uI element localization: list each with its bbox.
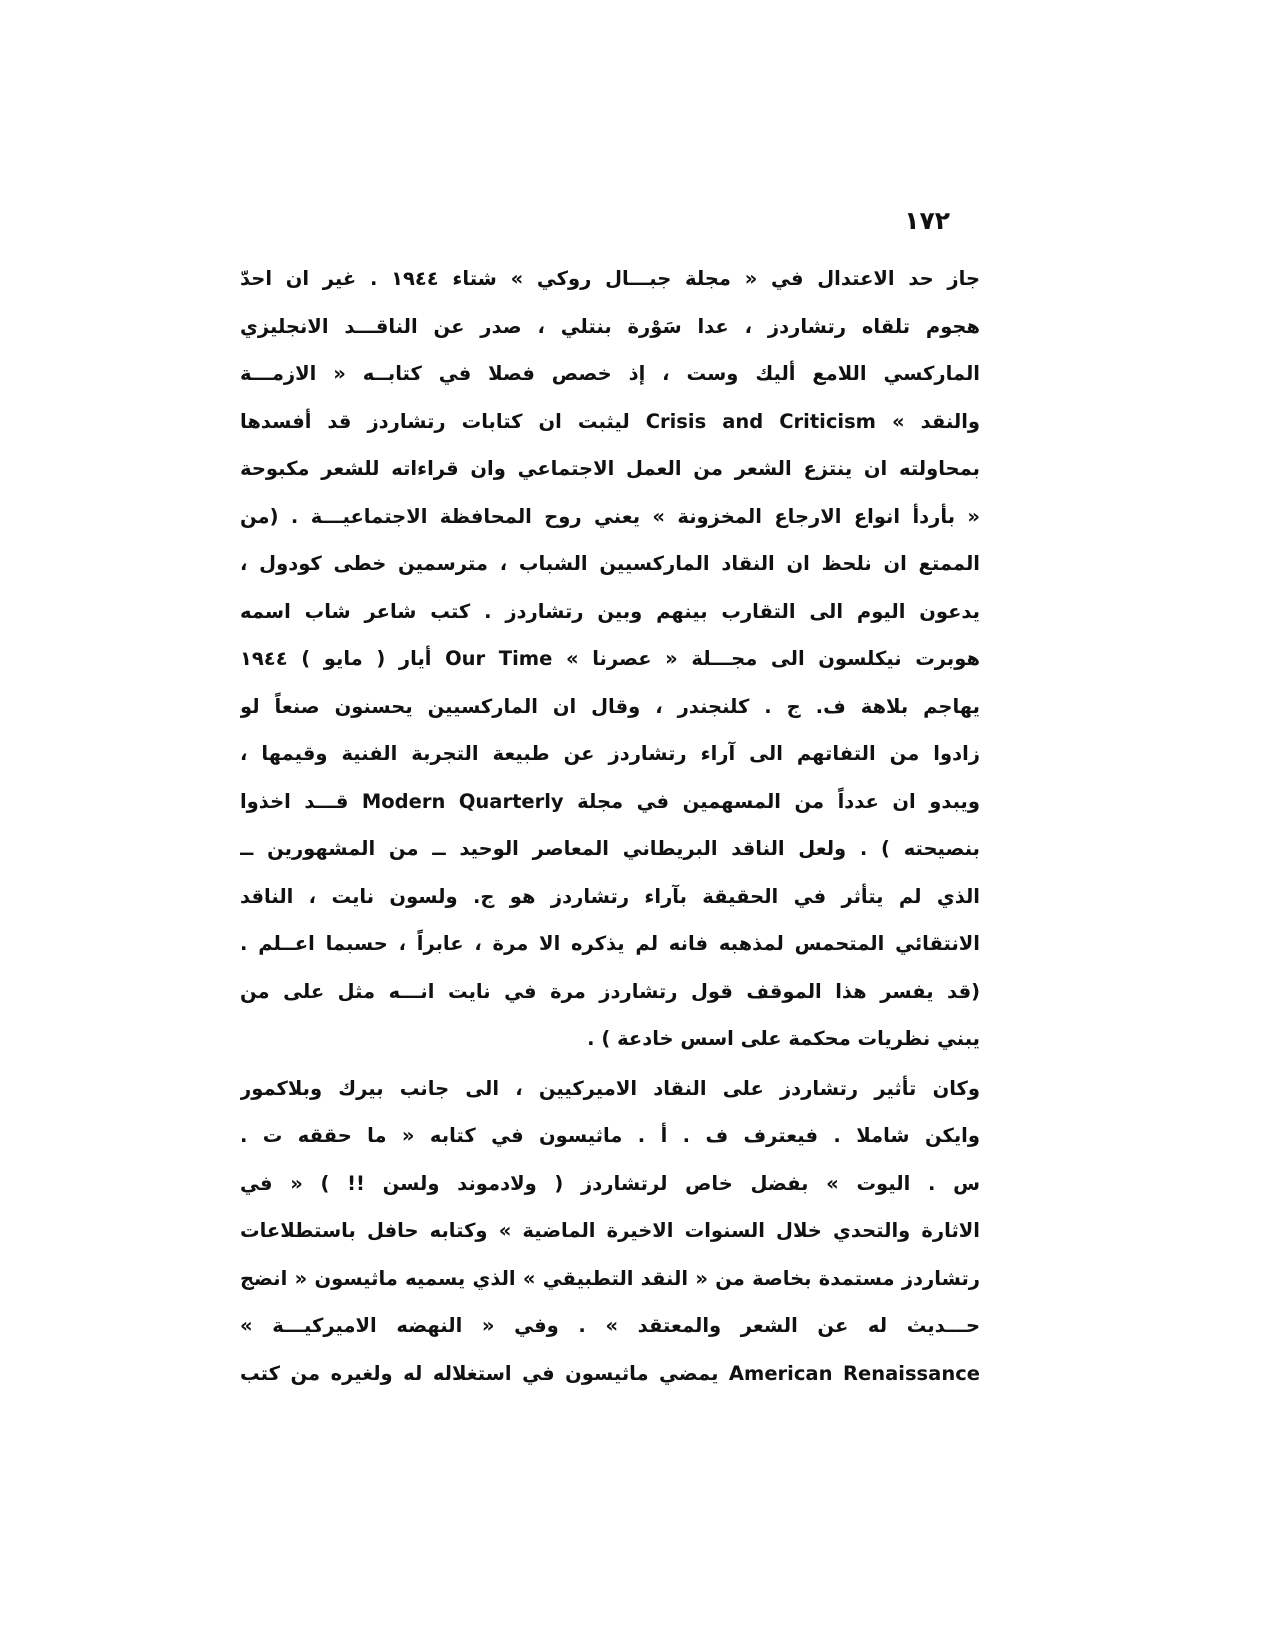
- text-line: الانتقائي المتحمس لمذهبه فانه لم يذكره الا مرة ، عابراً ، حسبما اعــلم .: [240, 932, 980, 955]
- text-line: بمحاولته ان ينتزع الشعر من العمل الاجتماعي وان قراءاته للشعر مكبوحة: [240, 457, 980, 480]
- text-line: ويبدو ان عدداً من المسهمين في مجلة Modern Quarterly قـــد اخذوا: [240, 789, 980, 813]
- text-line: بنصيحته ) . ولعل الناقد البريطاني المعاصر الوحيد ــ من المشهورين ــ: [240, 837, 980, 860]
- text-line: زادوا من التفاتهم الى آراء رتشاردز عن طبيعة التجربة الفنية وقيمها ،: [240, 742, 980, 765]
- text-line: American Renaissance يمضي ماثيسون في استغلاله له ولغيره من كتب: [240, 1361, 980, 1385]
- text-line: هوبرت نيكلسون الى مجـــلة « عصرنا » Our Time أيار ( مايو ) ١٩٤٤: [240, 647, 980, 670]
- body-text: [240, 255, 980, 1397]
- text-line: الممتع ان نلحظ ان النقاد الماركسيين الشباب ، مترسمين خطى كودول ،: [240, 552, 980, 575]
- text-line: والنقد » Crisis and Criticism ليثبت ان كتابات رتشاردز قد أفسدها: [240, 409, 980, 433]
- paragraph-2: [240, 1065, 980, 1398]
- text-line: الماركسي اللامع أليك وست ، إذ خصص فصلا في كتابــه « الازمـــة: [240, 362, 980, 385]
- page-number: ١٧٢: [904, 206, 950, 235]
- text-line: رتشاردز مستمدة بخاصة من « النقد التطبيقي » الذي يسميه ماثيسون « انضج: [240, 1266, 980, 1290]
- text-line: وايكن شاملا . فيعترف ف . أ . ماثيسون في كتابه « ما حققه ت .: [240, 1124, 980, 1147]
- text-line: وكان تأثير رتشاردز على النقاد الاميركيين ، الى جانب بيرك وبلاكمور: [240, 1076, 980, 1100]
- paragraph-1: [240, 255, 980, 1063]
- text-line: « بأردأ انواع الارجاع المخزونة » يعني روح المحافظة الاجتماعيـــة . (من: [240, 504, 980, 528]
- text-line: الذي لم يتأثر في الحقيقة بآراء رتشاردز هو ج. ولسون نايت ، الناقد: [240, 884, 980, 908]
- text-line: الاثارة والتحدي خلال السنوات الاخيرة الماضية » وكتابه حافل باستطلاعات: [240, 1219, 980, 1242]
- text-line: هجوم تلقاه رتشاردز ، عدا سَوْرة بنتلي ، صدر عن الناقـــد الانجليزي: [240, 314, 980, 338]
- text-line: يدعون اليوم الى التقارب بينهم وبين رتشاردز . كتب شاعر شاب اسمه: [240, 599, 980, 623]
- text-line: يهاجم بلاهة ف. ج . كلنجندر ، وقال ان الماركسيين يحسنون صنعاً لو: [240, 694, 980, 718]
- text-line: حـــديث له عن الشعر والمعتقد » . وفي « النهضه الاميركيـــة »: [240, 1314, 980, 1337]
- text-line: (قد يفسر هذا الموقف قول رتشاردز مرة في نايت انـــه مثل على من: [240, 979, 980, 1003]
- text-line: يبني نظريات محكمة على اسس خادعة ) .: [587, 1027, 980, 1050]
- text-line: جاز حد الاعتدال في « مجلة جبـــال روكي » شتاء ١٩٤٤ . غير ان احدّ: [240, 267, 980, 290]
- text-line: س . اليوت » بفضل خاص لرتشاردز ( ولادموند ولسن !! ) « في: [240, 1171, 980, 1195]
